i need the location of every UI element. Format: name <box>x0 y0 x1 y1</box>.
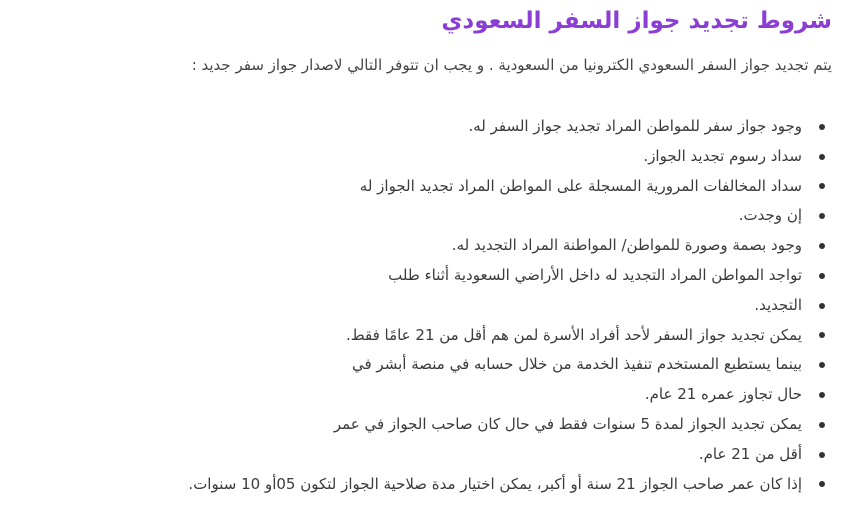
list-item <box>20 231 832 261</box>
bullet-icon <box>819 303 825 309</box>
bullet-icon <box>819 154 825 160</box>
bullet-icon <box>819 362 825 368</box>
bullet-icon <box>819 452 825 458</box>
list-item <box>20 201 832 231</box>
list-item-text: إذا كان عمر صاحب الجواز 21 سنة أو أكبر، يمكن اختيار مدة صلاحية الجواز لتكون 05أو 10 سنوات. <box>188 474 802 493</box>
list-item-text: التجديد. <box>754 295 802 314</box>
list-item-text: يمكن تجديد الجواز لمدة 5 سنوات فقط في حال كان صاحب الجواز في عمر <box>333 414 802 433</box>
list-item-text: تواجد المواطن المراد التجديد له داخل الأراضي السعودية أثناء طلب <box>388 265 802 284</box>
list-item-text: سداد المخالفات المرورية المسجلة على المواطن المراد تجديد الجواز له <box>359 176 802 195</box>
bullet-icon <box>819 213 825 219</box>
bullet-icon <box>819 124 825 130</box>
list-item <box>20 380 832 410</box>
list-item <box>20 142 832 172</box>
list-item-text: حال تجاوز عمره 21 عام. <box>644 385 802 404</box>
list-item-text: وجود بصمة وصورة للمواطن/ المواطنة المراد التجديد له. <box>451 236 802 255</box>
list-item <box>20 321 832 351</box>
list-item <box>20 112 832 142</box>
list-item <box>20 172 832 202</box>
page-title: شروط تجديد جواز السفر السعودي <box>441 8 832 34</box>
list-item-text: بينما يستطيع المستخدم تنفيذ الخدمة من خلال حسابه في منصة أبشر في <box>351 355 802 374</box>
list-item <box>20 410 832 440</box>
requirements-list <box>20 112 832 499</box>
list-item <box>20 440 832 470</box>
list-item <box>20 291 832 321</box>
list-item <box>20 350 832 380</box>
list-item-text: إن وجدت. <box>738 206 802 225</box>
list-item-text: أقل من 21 عام. <box>698 444 802 463</box>
bullet-icon <box>819 273 825 279</box>
intro-paragraph: يتم تجديد جواز السفر السعودي الكترونيا من السعودية . و يجب ان تتوفر التالي لاصدار جواز سفر جديد : <box>191 56 832 74</box>
list-item <box>20 470 832 500</box>
list-item <box>20 261 832 291</box>
bullet-icon <box>819 183 825 189</box>
bullet-icon <box>819 481 825 487</box>
list-item-text: سداد رسوم تجديد الجواز. <box>643 146 802 165</box>
bullet-icon <box>819 332 825 338</box>
bullet-icon <box>819 243 825 249</box>
list-item-text: وجود جواز سفر للمواطن المراد تجديد جواز السفر له. <box>468 117 802 135</box>
list-item-text: يمكن تجديد جواز السفر لأحد أفراد الأسرة لمن هم أقل من 21 عامًا فقط. <box>345 325 802 344</box>
bullet-icon <box>819 422 825 428</box>
bullet-icon <box>819 392 825 398</box>
